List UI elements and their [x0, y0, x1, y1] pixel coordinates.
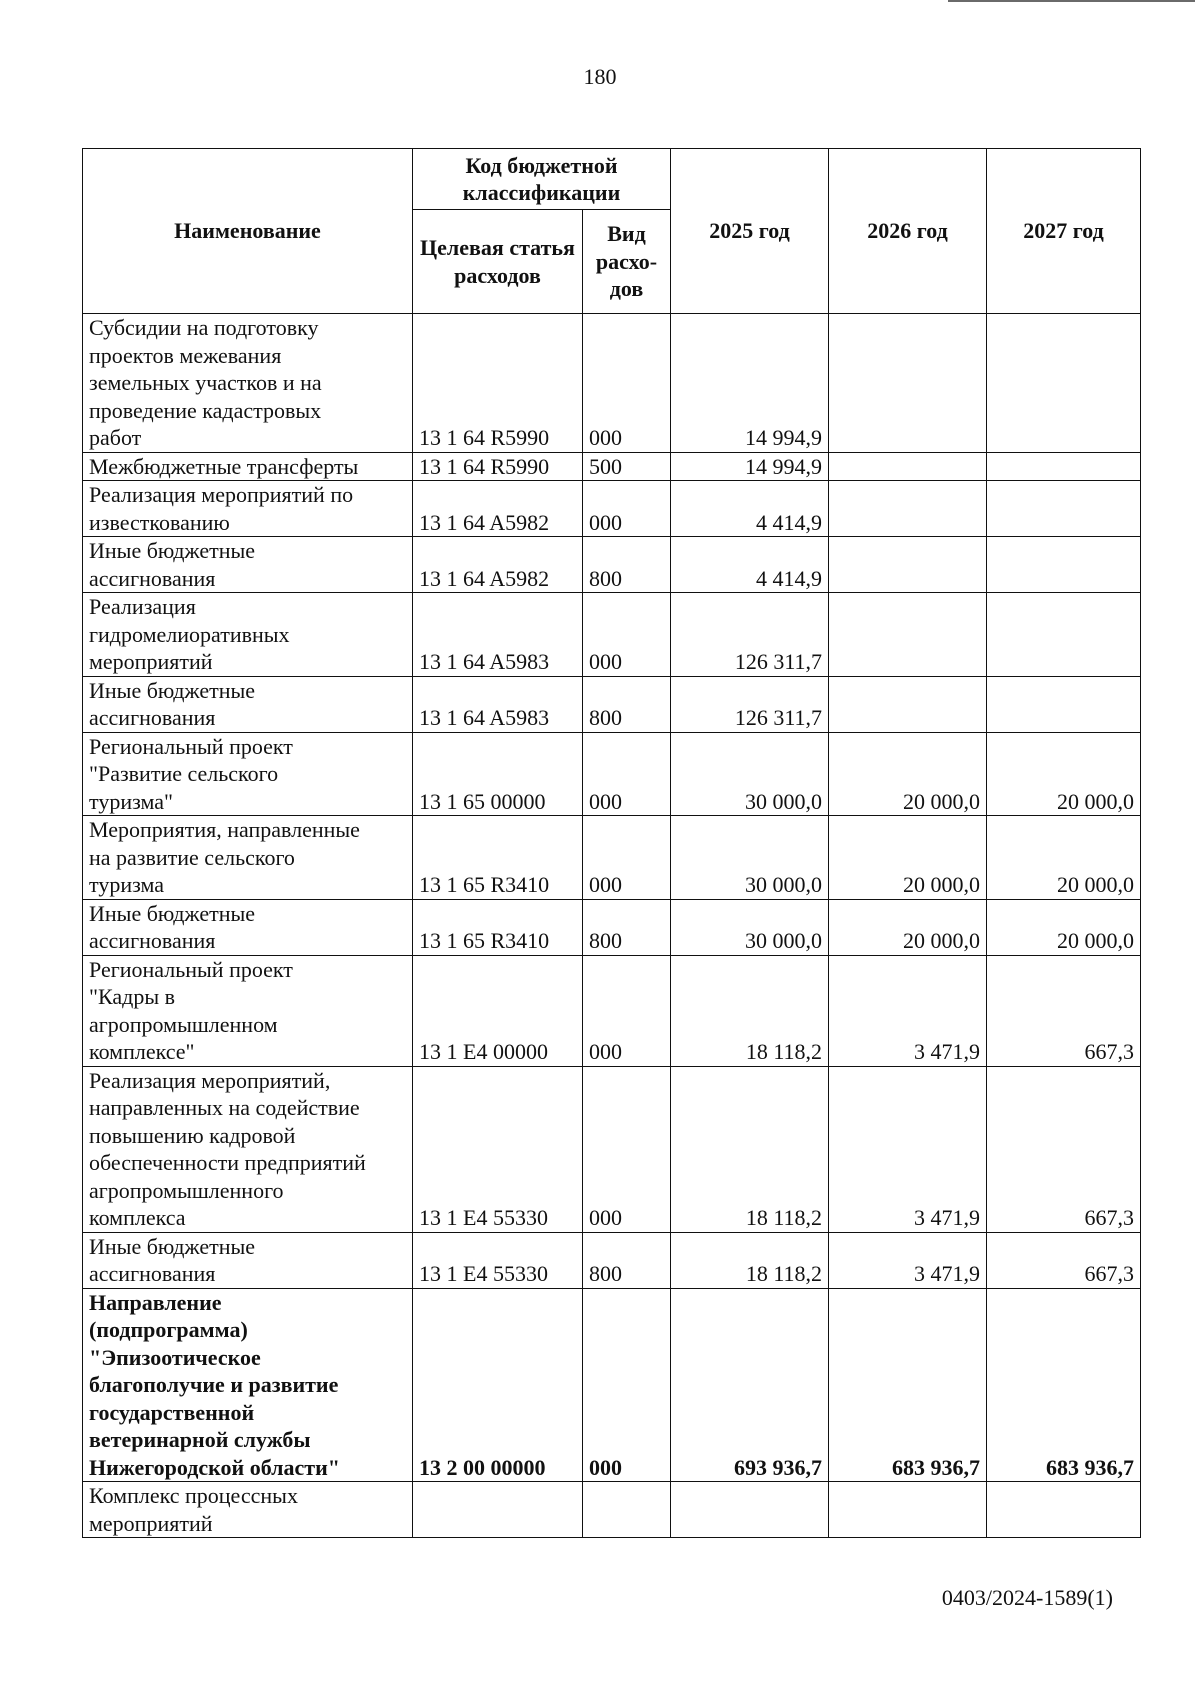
table-body	[83, 314, 1141, 1538]
row-name-line: "Эпизоотическое	[89, 1344, 261, 1370]
row-name-line: направленных на содействие	[89, 1095, 360, 1120]
row-name-line: земельных участков и на	[89, 370, 322, 395]
row-name	[83, 452, 413, 481]
header-2025: 2025 год	[671, 149, 829, 314]
row-2026: 3 471,9	[829, 955, 987, 1066]
row-name	[83, 732, 413, 816]
table-row	[83, 537, 1141, 593]
header-target: Целевая статья расходов	[413, 210, 583, 314]
row-2025: 4 414,9	[671, 481, 829, 537]
row-kind-code: 800	[583, 1232, 671, 1288]
row-name-line: ассигнования	[89, 565, 216, 591]
row-name-line: Реализация	[89, 594, 196, 619]
table-row	[83, 1288, 1141, 1482]
row-target-code: 13 1 E4 55330	[413, 1232, 583, 1288]
row-name	[83, 1288, 413, 1482]
row-name-line: ветеринарной службы	[89, 1427, 311, 1452]
row-2025: 4 414,9	[671, 537, 829, 593]
row-kind-code: 800	[583, 537, 671, 593]
row-kind-code: 000	[583, 732, 671, 816]
row-2026	[829, 593, 987, 677]
row-2025: 18 118,2	[671, 1066, 829, 1232]
row-target-code: 13 2 00 00000	[413, 1288, 583, 1482]
table-row	[83, 481, 1141, 537]
row-2027	[987, 1482, 1141, 1538]
row-name	[83, 899, 413, 955]
budget-table	[82, 148, 1141, 1538]
row-2027: 667,3	[987, 1066, 1141, 1232]
row-2027: 667,3	[987, 955, 1141, 1066]
row-2026	[829, 537, 987, 593]
top-rule	[948, 0, 1195, 2]
row-2025: 30 000,0	[671, 899, 829, 955]
header-kind: Вид расхо-дов	[583, 210, 671, 314]
row-2025: 14 994,9	[671, 452, 829, 481]
row-name-line: ассигнования	[89, 928, 216, 953]
row-target-code: 13 1 65 R3410	[413, 816, 583, 900]
row-2026	[829, 481, 987, 537]
row-name	[83, 816, 413, 900]
row-kind-code: 000	[583, 1288, 671, 1482]
row-2027	[987, 452, 1141, 481]
row-name-line: обеспеченности предприятий	[89, 1150, 366, 1175]
row-name	[83, 314, 413, 453]
row-2026: 20 000,0	[829, 816, 987, 900]
row-name-line: "Развитие сельского	[89, 761, 279, 786]
header-code-group: Код бюджетной классификации	[413, 149, 671, 210]
row-2026: 3 471,9	[829, 1232, 987, 1288]
row-name-line: Комплекс процессных	[89, 1483, 298, 1508]
row-2025: 693 936,7	[671, 1288, 829, 1482]
row-name-line: Мероприятия, направленные	[89, 817, 360, 842]
table-row	[83, 593, 1141, 677]
row-name-line: ассигнования	[89, 705, 216, 730]
row-2026: 20 000,0	[829, 732, 987, 816]
row-kind-code: 000	[583, 314, 671, 453]
row-kind-code: 000	[583, 593, 671, 677]
row-target-code: 13 1 65 R3410	[413, 899, 583, 955]
row-target-code: 13 1 64 A5982	[413, 481, 583, 537]
row-name-line: Региональный проект	[89, 956, 293, 982]
row-name-line: Иные бюджетные	[89, 1233, 256, 1259]
row-2026	[829, 676, 987, 732]
table-row	[83, 676, 1141, 732]
row-target-code: 13 1 64 A5983	[413, 676, 583, 732]
row-name	[83, 1482, 413, 1538]
row-2027	[987, 481, 1141, 537]
row-target-code: 13 1 E4 00000	[413, 955, 583, 1066]
row-2027	[987, 314, 1141, 453]
row-name-line: комплексе"	[89, 1039, 195, 1064]
header-name: Наименование	[83, 149, 413, 314]
row-name-line: Субсидии на подготовку	[89, 315, 319, 340]
row-target-code: 13 1 64 R5990	[413, 452, 583, 481]
header-2026: 2026 год	[829, 149, 987, 314]
row-name-line: Иные бюджетные	[89, 900, 256, 926]
row-2025: 14 994,9	[671, 314, 829, 453]
row-2026: 20 000,0	[829, 899, 987, 955]
row-name	[83, 481, 413, 537]
row-name	[83, 537, 413, 593]
row-2026	[829, 1482, 987, 1538]
row-2026: 3 471,9	[829, 1066, 987, 1232]
row-name-line: Реализация мероприятий по	[89, 482, 354, 507]
row-target-code: 13 1 E4 55330	[413, 1066, 583, 1232]
row-kind-code: 000	[583, 481, 671, 537]
row-kind-code: 800	[583, 676, 671, 732]
row-target-code: 13 1 65 00000	[413, 732, 583, 816]
row-name-line: Межбюджетные трансферты	[89, 453, 359, 479]
row-kind-code: 000	[583, 1066, 671, 1232]
row-name-line: проектов межевания	[89, 342, 282, 368]
row-2025: 18 118,2	[671, 955, 829, 1066]
row-name-line: Реализация мероприятий,	[89, 1067, 331, 1093]
row-2026: 683 936,7	[829, 1288, 987, 1482]
row-name-line: Нижегородской области"	[89, 1454, 340, 1480]
table-row	[83, 732, 1141, 816]
row-name-line: "Кадры в	[89, 984, 175, 1009]
row-name	[83, 1232, 413, 1288]
row-2025: 126 311,7	[671, 676, 829, 732]
row-name-line: Иные бюджетные	[89, 538, 256, 563]
row-kind-code: 800	[583, 899, 671, 955]
row-name-line: мероприятий	[89, 649, 213, 674]
row-name-line: проведение кадастровых	[89, 397, 322, 423]
table-row	[83, 1482, 1141, 1538]
row-name	[83, 955, 413, 1066]
row-name-line: благополучие и развитие	[89, 1372, 339, 1397]
row-name-line: ассигнования	[89, 1261, 216, 1286]
table-row	[83, 314, 1141, 453]
row-target-code: 13 1 64 A5983	[413, 593, 583, 677]
table-row	[83, 955, 1141, 1066]
row-2027: 20 000,0	[987, 816, 1141, 900]
table-row	[83, 1066, 1141, 1232]
row-kind-code: 000	[583, 955, 671, 1066]
row-2026	[829, 452, 987, 481]
row-2025: 18 118,2	[671, 1232, 829, 1288]
row-2026	[829, 314, 987, 453]
table-row	[83, 816, 1141, 900]
row-target-code: 13 1 64 A5982	[413, 537, 583, 593]
row-name-line: туризма	[89, 872, 165, 897]
row-name-line: туризма"	[89, 788, 173, 814]
row-name-line: Иные бюджетные	[89, 677, 256, 703]
table-header	[83, 149, 1141, 314]
row-name-line: работ	[89, 425, 142, 450]
row-name-line: мероприятий	[89, 1510, 213, 1536]
row-name-line: агропромышленном	[89, 1011, 278, 1037]
row-2027	[987, 537, 1141, 593]
row-kind-code	[583, 1482, 671, 1538]
table-row	[83, 452, 1141, 481]
header-2027: 2027 год	[987, 149, 1141, 314]
table-row	[83, 899, 1141, 955]
row-2027: 20 000,0	[987, 732, 1141, 816]
row-2027	[987, 676, 1141, 732]
row-name-line: на развитие сельского	[89, 844, 295, 870]
row-name-line: агропромышленного	[89, 1177, 284, 1203]
row-name	[83, 1066, 413, 1232]
row-name-line: государственной	[89, 1399, 255, 1425]
row-name	[83, 593, 413, 677]
row-name-line: Направление	[89, 1289, 222, 1315]
row-target-code: 13 1 64 R5990	[413, 314, 583, 453]
row-2027: 683 936,7	[987, 1288, 1141, 1482]
row-kind-code: 500	[583, 452, 671, 481]
row-name-line: (подпрограмма)	[89, 1317, 248, 1342]
row-2027	[987, 593, 1141, 677]
row-name-line: гидромелиоративных	[89, 621, 290, 647]
row-2025	[671, 1482, 829, 1538]
row-2027: 667,3	[987, 1232, 1141, 1288]
row-name-line: Региональный проект	[89, 733, 293, 759]
row-2025: 126 311,7	[671, 593, 829, 677]
table-row	[83, 1232, 1141, 1288]
row-name-line: комплекса	[89, 1205, 186, 1230]
row-name-line: повышению кадровой	[89, 1122, 296, 1148]
page-number: 180	[583, 64, 617, 89]
row-2025: 30 000,0	[671, 816, 829, 900]
row-target-code	[413, 1482, 583, 1538]
row-2027: 20 000,0	[987, 899, 1141, 955]
document-code: 0403/2024-1589(1)	[941, 1585, 1113, 1610]
row-name-line: известкованию	[89, 509, 230, 535]
row-2025: 30 000,0	[671, 732, 829, 816]
row-name	[83, 676, 413, 732]
row-kind-code: 000	[583, 816, 671, 900]
